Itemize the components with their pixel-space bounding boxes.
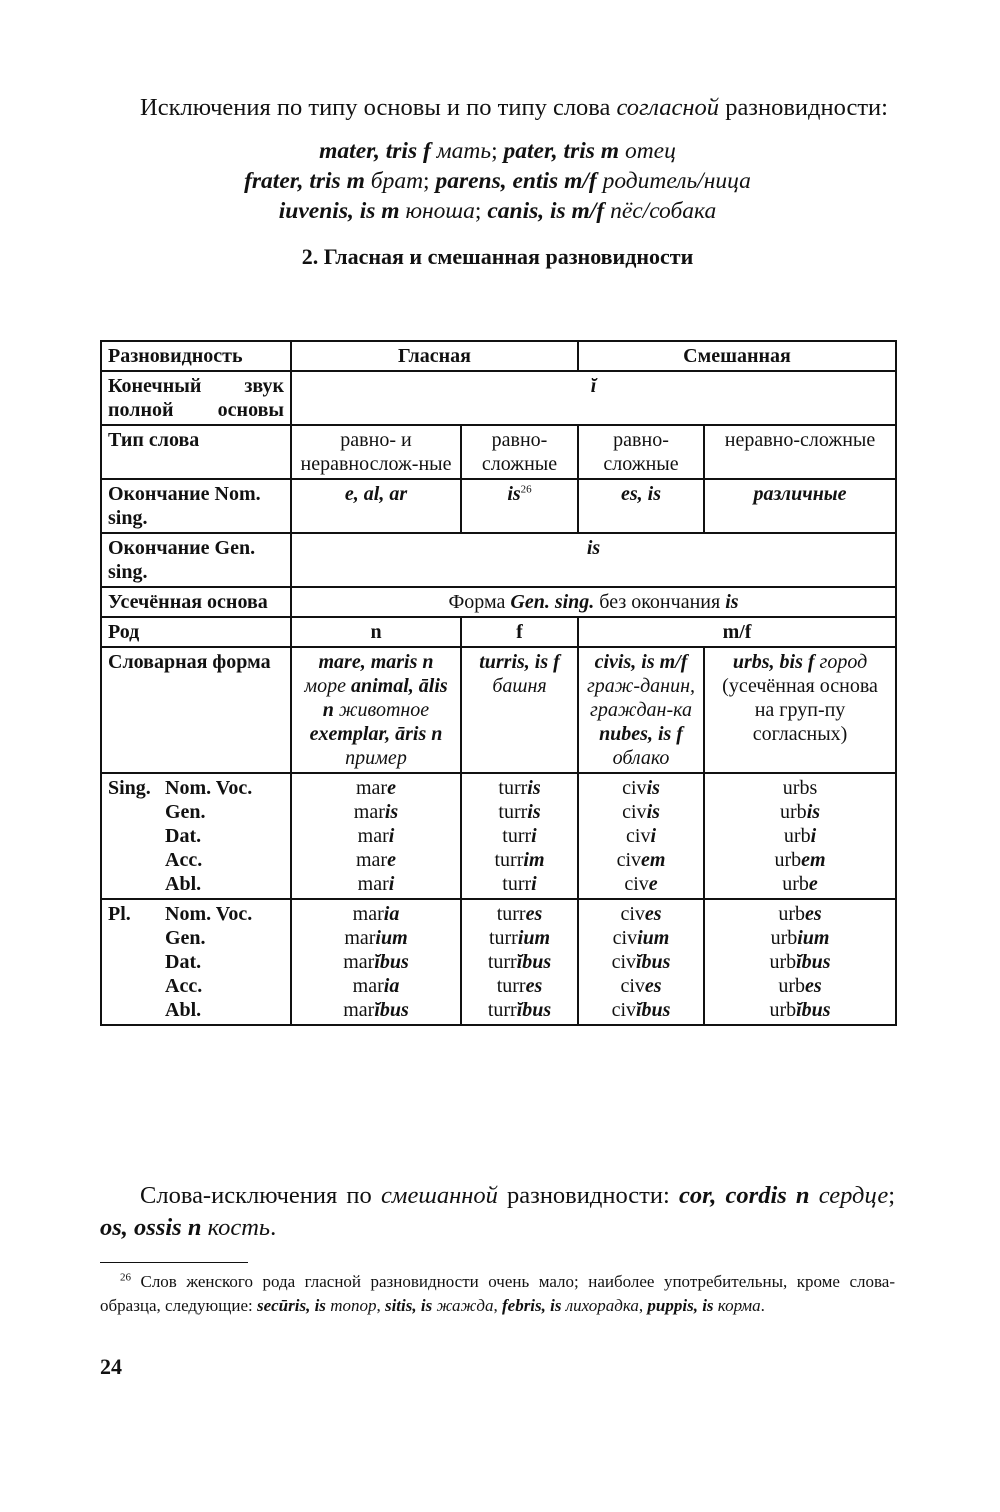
text-run: urbs, bis f	[732, 651, 815, 673]
text-run: nubes, is f	[599, 723, 683, 745]
text-run: корма	[713, 1295, 761, 1315]
table-cell: es, is	[578, 479, 704, 533]
dict-cell-mare	[291, 647, 461, 773]
ending: ĭbus	[516, 951, 552, 973]
ending: i	[531, 825, 537, 847]
forms-mare-plural	[291, 899, 461, 1025]
mixed-header: Смешанная	[578, 341, 896, 371]
word-form	[468, 998, 571, 1022]
case-label: Acc.	[165, 849, 203, 871]
stem-text: Форма	[448, 591, 511, 613]
word-form	[468, 776, 571, 800]
number-label	[108, 824, 165, 848]
row-label: Род	[101, 617, 291, 647]
word-form	[298, 824, 454, 848]
ending: is	[527, 801, 541, 823]
table-row-stem	[101, 587, 896, 617]
stem: turr	[502, 873, 532, 895]
text-run: frater, tris m	[244, 168, 365, 194]
stem: turr	[487, 951, 517, 973]
gen-ending-value: is	[291, 533, 896, 587]
text-run: Слов женского рода гласной разновидности очень мало; наиболее употребительны, кроме слова-образца, следующие:	[100, 1272, 895, 1315]
text-run: разновидности:	[497, 1182, 679, 1209]
text-run: башня	[492, 675, 547, 697]
stem: civ	[611, 951, 636, 973]
stem: civ	[622, 777, 647, 799]
stem: mar	[356, 849, 388, 871]
stem-case: Gen. sing.	[510, 591, 595, 613]
number-label	[108, 800, 165, 824]
stem: urbs	[782, 777, 818, 799]
ending: e	[387, 849, 396, 871]
vowel-header: Гласная	[291, 341, 578, 371]
number-label	[108, 926, 165, 950]
stem: mar	[352, 903, 384, 925]
ending: ia	[383, 975, 400, 997]
number-label: Sing.	[108, 777, 151, 799]
stem: civ	[616, 849, 642, 871]
stem: urb	[769, 999, 797, 1021]
case-label: Nom. Voc.	[165, 903, 253, 925]
number-label: Pl.	[108, 903, 131, 925]
word-form	[585, 902, 697, 926]
word-form	[298, 776, 454, 800]
case-label: Nom. Voc.	[165, 777, 253, 799]
case-labels-plural	[101, 899, 291, 1025]
footnote-text	[100, 1272, 895, 1315]
stem: mar	[343, 951, 375, 973]
stem: urb	[770, 927, 798, 949]
word-form	[585, 848, 697, 872]
text-run: ,	[638, 1295, 648, 1315]
text-run: mare, maris n	[318, 651, 434, 673]
ending: es	[525, 903, 543, 925]
number-label	[108, 974, 165, 998]
text-run: жажда	[432, 1295, 494, 1315]
table-cell: e, al, ar	[291, 479, 461, 533]
number-label	[108, 950, 165, 974]
text-run: Слова-исключения по	[140, 1182, 381, 1209]
ending: e	[648, 873, 658, 895]
ending-text: is	[507, 483, 521, 505]
text-run: отец	[619, 138, 676, 164]
text-run: ;	[423, 168, 436, 194]
ending: es	[644, 903, 662, 925]
ending: es	[644, 975, 662, 997]
word-form	[585, 926, 697, 950]
word-form	[298, 902, 454, 926]
text-run: кость	[201, 1214, 271, 1241]
stem: urb	[778, 903, 806, 925]
word-form	[585, 974, 697, 998]
forms-civis-plural	[578, 899, 704, 1025]
stem: urb	[782, 873, 809, 895]
stem: mar	[344, 927, 376, 949]
ending: em	[641, 849, 666, 871]
ending: i	[531, 873, 537, 895]
word-form	[298, 800, 454, 824]
stem: urb	[780, 801, 807, 823]
page-number: 24	[100, 1354, 122, 1379]
stem: mar	[356, 777, 388, 799]
ending: es	[805, 903, 822, 925]
example-line	[100, 196, 895, 226]
forms-civis-singular	[578, 773, 704, 899]
dict-cell-civis	[578, 647, 704, 773]
text-run: turris, is f	[479, 651, 560, 673]
word-form	[585, 776, 697, 800]
ending: i	[810, 825, 817, 847]
word-form	[711, 926, 889, 950]
word-form	[585, 824, 697, 848]
case-label: Abl.	[165, 873, 202, 895]
case-list	[108, 902, 284, 1022]
word-form	[468, 800, 571, 824]
table-cell: равно- и неравнослож-ные	[291, 425, 461, 479]
stem: turr	[498, 777, 528, 799]
table-row-nom-ending	[101, 479, 896, 533]
final-sound-value: ĭ	[291, 371, 896, 425]
row-label: Усечённая основа	[101, 587, 291, 617]
text-run: брат	[364, 168, 424, 194]
case-label: Gen.	[165, 927, 206, 949]
text-run: exemplar, āris n	[309, 723, 443, 745]
forms-urbs-singular	[704, 773, 896, 899]
text-run: ;	[474, 198, 488, 224]
case-list	[108, 776, 284, 896]
table-row-plural	[101, 899, 896, 1025]
page	[100, 92, 896, 1379]
table-row-variety	[101, 341, 896, 371]
text-run: civis, is m/f	[594, 651, 688, 673]
ending: ĭbus	[374, 999, 409, 1021]
word-form	[585, 800, 697, 824]
intro-text-end: разновидности:	[719, 94, 888, 121]
ending: ium	[797, 927, 830, 949]
case-label: Dat.	[165, 951, 202, 973]
text-run: город	[814, 651, 868, 673]
ending: i	[650, 825, 657, 847]
row-label: Словарная форма	[101, 647, 291, 773]
stem: urb	[769, 951, 797, 973]
text-run: ;	[888, 1182, 896, 1209]
example-line	[100, 136, 895, 166]
text-run: ,	[493, 1295, 502, 1315]
word-form	[711, 776, 889, 800]
word-form	[711, 902, 889, 926]
case-label: Dat.	[165, 825, 202, 847]
text-run: secūris, is	[256, 1295, 326, 1315]
stem: turr	[488, 927, 518, 949]
word-form	[711, 950, 889, 974]
intro-text: Исключения по типу основы и по типу слова	[140, 94, 617, 121]
ending: is	[646, 801, 660, 823]
word-form	[298, 974, 454, 998]
case-label: Abl.	[165, 999, 202, 1021]
forms-urbs-plural	[704, 899, 896, 1025]
ending: e	[387, 777, 396, 799]
ending: ia	[383, 903, 400, 925]
stem: turr	[496, 903, 526, 925]
text-run: животное	[333, 699, 430, 721]
stem: civ	[620, 975, 645, 997]
table-row-singular	[101, 773, 896, 899]
table-cell: неравно-сложные	[704, 425, 896, 479]
stem-text: без окончания	[594, 591, 726, 613]
text-run: юноша	[399, 198, 475, 224]
word-form	[468, 872, 571, 896]
stem: civ	[626, 825, 651, 847]
ending: im	[523, 849, 545, 871]
word-form	[711, 872, 889, 896]
footnote-ref[interactable]: 26	[520, 483, 532, 496]
row-label: Тип слова	[101, 425, 291, 479]
table-cell: f	[461, 617, 578, 647]
stem: civ	[620, 903, 645, 925]
case-labels-singular	[101, 773, 291, 899]
number-label	[108, 872, 165, 896]
exception-examples	[100, 136, 895, 226]
text-run: parens, entis m/f	[435, 168, 597, 194]
text-run: ,	[376, 1295, 385, 1315]
stem: civ	[612, 927, 638, 949]
dict-cell-urbs	[704, 647, 896, 773]
table-row-final-sound	[101, 371, 896, 425]
text-run: .	[270, 1214, 277, 1241]
word-form	[298, 926, 454, 950]
text-run: граж-данин, граждан-ка	[587, 675, 696, 721]
word-form	[298, 872, 454, 896]
text-run: море	[304, 675, 346, 697]
ending: is	[527, 777, 541, 799]
ending: ĭbus	[796, 999, 831, 1021]
table-cell: n	[291, 617, 461, 647]
word-form	[711, 848, 889, 872]
ending: i	[388, 825, 395, 847]
word-form	[468, 848, 571, 872]
ending: ium	[517, 927, 551, 949]
dict-cell-turris	[461, 647, 578, 773]
mixed-exceptions-paragraph	[100, 1180, 895, 1244]
text-run: топор	[325, 1295, 377, 1315]
word-form	[468, 824, 571, 848]
ending: em	[801, 849, 826, 871]
text-run: смешанной	[380, 1182, 498, 1209]
ending: ĭbus	[374, 951, 409, 973]
ending: e	[808, 873, 818, 895]
section-heading: 2. Гласная и смешанная разновидности	[301, 244, 694, 269]
ending: ĭbus	[636, 999, 671, 1021]
intro-paragraph	[100, 92, 895, 124]
row-label: Окончание Gen. sing.	[101, 533, 291, 587]
text-run: os, ossis n	[100, 1214, 202, 1241]
stem: civ	[624, 873, 649, 895]
text-run: sitis, is	[384, 1295, 433, 1315]
word-form	[468, 974, 571, 998]
word-form	[298, 950, 454, 974]
footnote-divider	[100, 1262, 248, 1263]
text-run: лихорадка	[561, 1295, 639, 1315]
stem: turr	[494, 849, 524, 871]
text-run: iuvenis, is m	[278, 198, 400, 224]
stem: urb	[774, 849, 802, 871]
table-row-gen-ending	[101, 533, 896, 587]
stem: urb	[778, 975, 806, 997]
table-row-dictionary-form	[101, 647, 896, 773]
ending: is	[806, 801, 821, 823]
ending: is	[646, 777, 660, 799]
row-label: Конечный звук полной основы	[101, 371, 291, 425]
word-form	[585, 950, 697, 974]
number-label	[108, 998, 165, 1022]
number-label	[108, 848, 165, 872]
ending: ĭbus	[636, 951, 671, 973]
word-form	[711, 824, 889, 848]
case-label: Acc.	[165, 975, 203, 997]
text-run: (усечённая основа на груп-пу согласных)	[722, 675, 878, 745]
text-run: пёс/собака	[604, 198, 717, 224]
declension-table	[100, 340, 897, 1026]
example-line	[100, 166, 895, 196]
word-form	[468, 926, 571, 950]
text-run: ;	[491, 138, 504, 164]
text-run: canis, is m/f	[487, 198, 605, 224]
ending: ĭbus	[796, 951, 831, 973]
word-form	[468, 902, 571, 926]
ending: ium	[375, 927, 408, 949]
stem: mar	[352, 975, 384, 997]
text-run: сердце	[809, 1182, 889, 1209]
text-run: mater, tris f	[319, 138, 431, 164]
word-form	[585, 998, 697, 1022]
stem: mar	[357, 825, 389, 847]
word-form	[711, 974, 889, 998]
ending: ium	[637, 927, 670, 949]
ending: i	[388, 873, 395, 895]
stem: civ	[622, 801, 647, 823]
word-form	[468, 950, 571, 974]
text-run: puppis, is	[647, 1295, 714, 1315]
row-label: Окончание Nom. sing.	[101, 479, 291, 533]
ending: ĭbus	[516, 999, 552, 1021]
word-form	[298, 848, 454, 872]
text-run: cor, cordis n	[678, 1182, 810, 1209]
ending: es	[525, 975, 543, 997]
stem: mar	[357, 873, 389, 895]
stem-ending: is	[725, 591, 739, 613]
text-run: pater, tris m	[503, 138, 620, 164]
stem: civ	[611, 999, 636, 1021]
row-label: Разновидность	[101, 341, 291, 371]
forms-mare-singular	[291, 773, 461, 899]
footnote-mark: 26	[120, 1271, 131, 1284]
stem: mar	[343, 999, 375, 1021]
text-run: animal, ālis n	[322, 675, 448, 721]
forms-turris-plural	[461, 899, 578, 1025]
stem: turr	[496, 975, 526, 997]
intro-italic-word: согласной	[616, 94, 720, 121]
stem: turr	[487, 999, 517, 1021]
stem: turr	[502, 825, 532, 847]
table-cell	[461, 479, 578, 533]
forms-turris-singular	[461, 773, 578, 899]
ending: es	[805, 975, 822, 997]
text-run: febris, is	[501, 1295, 562, 1315]
word-form	[711, 998, 889, 1022]
stem: mar	[353, 801, 385, 823]
table-cell: различные	[704, 479, 896, 533]
word-form	[298, 998, 454, 1022]
table-cell: m/f	[578, 617, 896, 647]
stem: turr	[498, 801, 528, 823]
text-run: родитель/ница	[596, 168, 751, 194]
text-run: облако	[612, 747, 670, 769]
text-run: мать	[430, 138, 492, 164]
table-cell: равно-сложные	[578, 425, 704, 479]
word-form	[585, 872, 697, 896]
footnote	[100, 1270, 895, 1317]
stem: urb	[783, 825, 811, 847]
table-cell: равно-сложные	[461, 425, 578, 479]
stem-value	[291, 587, 896, 617]
text-run: пример	[345, 747, 407, 769]
text-run: .	[760, 1295, 765, 1315]
table-row-gender	[101, 617, 896, 647]
table-row-word-type	[101, 425, 896, 479]
case-label: Gen.	[165, 801, 206, 823]
ending: is	[384, 801, 399, 823]
word-form	[711, 800, 889, 824]
